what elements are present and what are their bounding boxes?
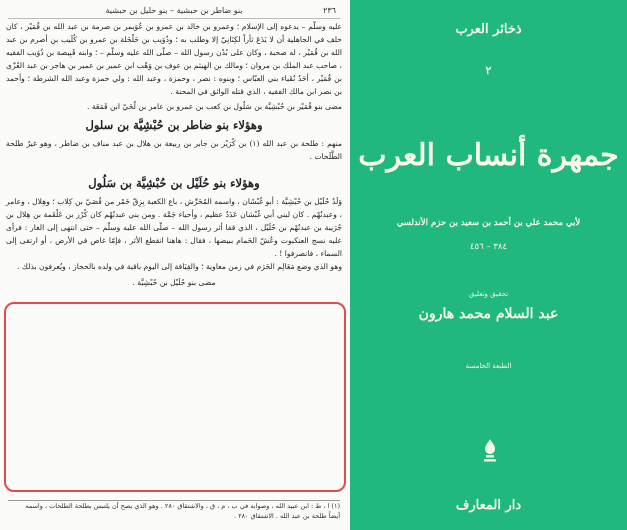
section-title-dhatir: وهؤلاء بنو ضاطر بن حُبْشِيَّة بن سلول: [85, 118, 263, 132]
page-header: [8, 4, 340, 19]
footnotes: [8, 500, 340, 521]
publisher-name: دار المعارف: [455, 498, 522, 513]
footnote: أيضاً طلحة بن عبد الله . الاشتقاق ٢٨٠ .: [233, 512, 340, 520]
edition-label: الطبعة الخامسة: [465, 362, 512, 370]
section-end: مضى بنو حُلَيْل بن حُبْشِيَّة .: [132, 278, 216, 287]
paragraph: وهو الذي وضع مَعَالِم الحَرَم في زمن معاوية ؛ والقِيَافة إلى اليوم باقية في ولده بالحجاز ، ويُعرفون بذلك .: [16, 262, 342, 271]
running-title: بنو ضاطر بن حبشية – بنو حليل بن حبشية: [105, 6, 243, 15]
lamp-icon: [480, 438, 500, 464]
paragraph: وَلَدُ حُلَيْل بن حُبْشِيَّة : أبو غُبْشَان ، واسمه المُحَرِّش ، باع الكعبة بِزِقّ خَمْر من قُصَيّ بن كِلاب ؛ وهِلال ، وعامر ، وعبدنُهْم . كان لبني أبي غُبْشان عَدَدٌ عظيم ، وأحياء جَمَّة . ومن بني عبدنُهْم كان كُرْز بن عَلْقَمة بن هِلال بن جُرَيبة بن عبدنُهْم بن حُلَيْل ، الذي قفا أثر رسول الله – صلّى الله عليه وسلّم – حتى انتهى إلى الغار : فرأى عليه نسج العنكبوت وعُشّ الحَمام ببيضها ، فقال : هاهنا انقطع الأثر ، فإمّا غاص في الأرض ، أو ارتقى إلى السماء ، فانصرفوا ! .: [6, 197, 342, 258]
volume-number: ٢: [485, 64, 492, 77]
page-number: ٢٣٦: [323, 6, 336, 15]
paragraph: عليه وسلّم – يدعوه إلى الإسلام ؛ وعمرو بن خالد بن عمرو بن عُوَيمر بن صرمة بن عبد الله بن قُمَيْر ، كان حلف في الجاهلية أن لا يَدَعَ ثأراً لكِنَانِيّ إلا وطلب به ؛ وذُوَيب بن حَلْحَلة بن عمرو بن كُلَيب بن أصرم بن عبد الله بن قُمَيْر ، له صحبة ، وكان على بُدْن رسول الله – صلّى الله عليه وسلّم – ؛ وابنه قَبِيصة بن ذُوَيب الفقيه ، صاحب عبد الملك بن مروان ؛ ومالك بن الهيثم بن عوف بن وَهْب ابن عمير بن عمير بن هاجر بن عبد العُزّى بن قُمَيْر ، أحَدُ نُقَباء بني العبّاس ؛ وبنوه : نصر ، وحمزة ، وعبد الله : ولي حمزة وعبد الله الشرطة ؛ وأحمد بن نصر ابن مالك الفقيه ، الذي قتله الواثق في المحنة .: [6, 22, 342, 96]
editor-name: عبد السلام محمد هارون: [418, 306, 559, 322]
footnote: (١) ا ، ط : ابن عبيد الله ، وصوابه في ب ، م ، ق ، والاشتقاق ٢٨٠ . وهو الذي يصح أن يلتبس بطلحة الطلحات ، واسمه: [25, 502, 340, 510]
author-years: ٣٨٤ – ٤٥٦: [469, 242, 508, 252]
highlight-box: [4, 302, 346, 492]
paragraph: منهم : طلحة بن عبد الله (١) بن كُرَيْز بن جابر بن ربيعة بن هلال بن عبد مناف بن ضاطر ، وهو غيرُ طلحة الطَّلَحات .: [6, 139, 342, 161]
cover-title: جمهرة أنساب العرب: [358, 138, 619, 173]
section-title-hulayl: وهؤلاء بنو حُلَيْل بن حُبْشِيَّة بن سَلُول: [88, 176, 260, 190]
author-name: لأبي محمد علي بن أحمد بن سعيد بن حزم الأندلسي: [396, 218, 581, 228]
paragraph: مضى بنو قُمَيْر بن حُبْشِيَّة بن سَلُول بن كعب بن عمرو بن عامر بن لُحَيّ ابن قَمَعَة .: [87, 102, 342, 111]
series-title: ذخائر العرب: [455, 22, 522, 37]
editor-label: تحقيق وتعليق: [468, 290, 509, 298]
book-cover: [350, 0, 627, 530]
page-body: [6, 20, 342, 289]
